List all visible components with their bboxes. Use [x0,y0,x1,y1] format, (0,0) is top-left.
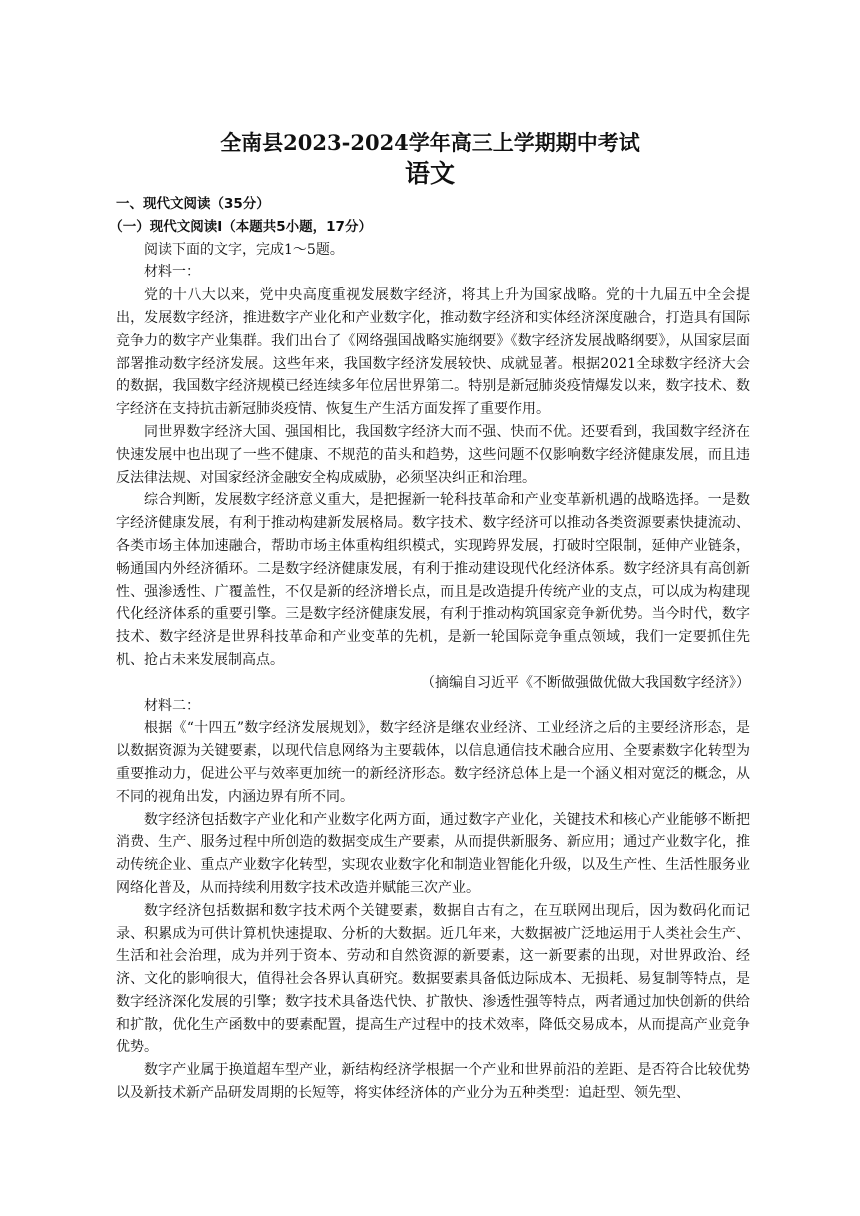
section-heading: 一、现代文阅读（35分） [116,196,270,212]
subject-title: 语文 [404,159,455,188]
material1-source: （摘编自习近平《不断做强做优做大我国数字经济》） [421,674,750,691]
section-subheading: （一）现代文阅读Ⅰ（本题共5小题，17分） [109,218,372,235]
material1-paragraph: 党的十八大以来，党中央高度重视发展数字经济，将其上升为国家战略。党的十九届五中全会提出，发展数字经济，推进数字产业化和产业数字化，推动数字经济和实体经济深度融合，打造具有国际竞争力的数字产业集群。我们出台了《网络强国战略实施纲要》《数字经济发展战略纲要》，从国家层面部署推动数字经济发展。这些年来，我国数字经济发展较快、成就显著。根据2021全球数字经济大会的数据，我国数字经济规模已经连续多年位居世界第二。特别是新冠肺炎疫情爆发以来，数字技术、数字经济在支持抗击新冠肺炎疫情、恢复生产生活方面发挥了重要作用。 [116,287,750,418]
material2-paragraph: 数字经济包括数字产业化和产业数字化两方面，通过数字产业化，关键技术和核心产业能够不断把消费、生产、服务过程中所创造的数据变成生产要素，从而提供新服务、新应用；通过产业数字化，推动传统企业、重点产业数字化转型，实现农业数字化和制造业智能化升级，以及生产性、生活性服务业网络化普及，从而持续利用数字技术改造并赋能三次产业。 [116,811,750,896]
reading-instruction: 阅读下面的文字，完成1～5题。 [144,241,344,258]
material1-label: 材料一： [144,264,200,281]
material2-paragraph: 数字经济包括数据和数字技术两个关键要素，数据自古有之，在互联网出现后，因为数码化而记录、积累成为可供计算机快速提取、分析的大数据。近几年来，大数据被广泛地运用于人类社会生产、生活和社会治理，成为并列于资本、劳动和自然资源的新要素，这一新要素的出现，对世界政治、经济、文化的影响很大，值得社会各界认真研究。数据要素具备低边际成本、无损耗、易复制等特点，是数字经济深化发展的引擎；数字技术具备迭代快、扩散快、渗透性强等特点，两者通过加快创新的供给和扩散，优化生产函数中的要素配置，提高生产过程中的技术效率，降低交易成本，从而提高产业竞争优势。 [116,902,750,1056]
exam-title: 全南县2023-2024学年高三上学期期中考试 [220,130,640,155]
material1-paragraph: 同世界数字经济大国、强国相比，我国数字经济大而不强、快而不优。还要看到，我国数字经济在快速发展中也出现了一些不健康、不规范的苗头和趋势，这些问题不仅影响数字经济健康发展，而且违反法律法规、对国家经济金融安全构成威胁，必须坚决纠正和治理。 [116,423,750,486]
material2-label: 材料二： [144,697,200,714]
document-body [109,193,750,1105]
material2-paragraph: 数字产业属于换道超车型产业，新结构经济学根据一个产业和世界前沿的差距、是否符合比较优势以及新技术新产品研发周期的长短等，将实体经济体的产业分为五种类型：追赶型、领先型、 [116,1062,750,1102]
material1-paragraph: 综合判断，发展数字经济意义重大，是把握新一轮科技革命和产业变革新机遇的战略选择。一是数字经济健康发展，有利于推动构建新发展格局。数字技术、数字经济可以推动各类资源要素快捷流动、各类市场主体加速融合，帮助市场主体重构组织模式，实现跨界发展，打破时空限制，延伸产业链条，畅通国内外经济循环。二是数字经济健康发展，有利于推动建设现代化经济体系。数字经济具有高创新性、强渗透性、广覆盖性，不仅是新的经济增长点，而且是改造提升传统产业的支点，可以成为构建现代化经济体系的重要引擎。三是数字经济健康发展，有利于推动构筑国家竞争新优势。当今时代，数字技术、数字经济是世界科技革命和产业变革的先机，是新一轮国际竞争重点领域，我们一定要抓住先机、抢占未来发展制高点。 [116,492,750,668]
material2-paragraph: 根据《“十四五”数字经济发展规划》，数字经济是继农业经济、工业经济之后的主要经济形态，是以数据资源为关键要素，以现代信息网络为主要载体，以信息通信技术融合应用、全要素数字化转型为重要推动力，促进公平与效率更加统一的新经济形态。数字经济总体上是一个涵义相对宽泛的概念，从不同的视角出发，内涵边界有所不同。 [116,720,750,805]
